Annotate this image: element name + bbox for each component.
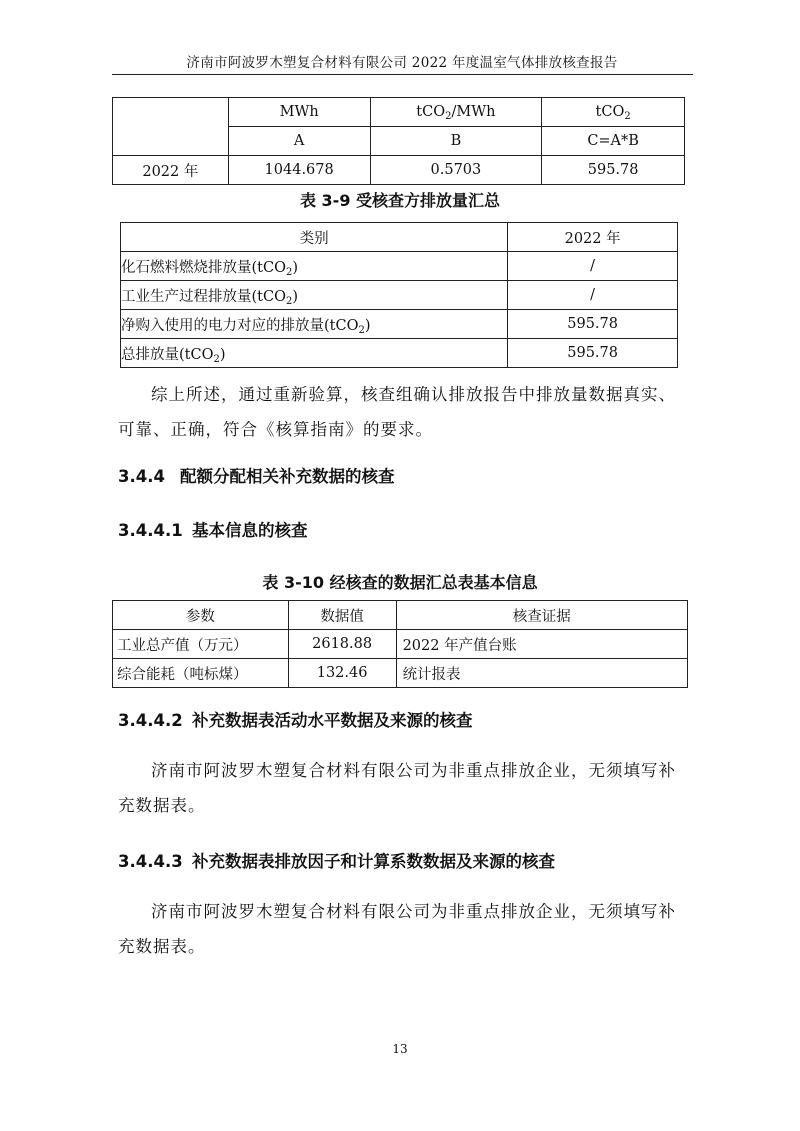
table-row [121,310,678,339]
value-cell: 2618.88 [288,630,396,659]
header-category: 类别 [121,223,508,252]
value-c: 595.78 [542,156,685,185]
electricity-emission-table [112,97,685,185]
row-value: 595.78 [508,339,678,368]
param-cell: 工业总产值（万元） [113,630,289,659]
section-title: 补充数据表活动水平数据及来源的核查 [192,711,473,730]
section-title: 补充数据表排放因子和计算系数数据及来源的核查 [192,852,555,871]
symbol-c: C=A*B [542,127,685,156]
section-number: 3.4.4.2 [118,711,183,730]
value-cell: 132.46 [288,659,396,688]
section-number: 3.4.4.1 [118,521,183,540]
section-3-4-4-3-heading [118,848,555,872]
paragraph-3-4-4-3: 济南市阿波罗木塑复合材料有限公司为非重点排放企业，无须填写补充数据表。 [118,902,676,956]
header-year: 2022 年 [508,223,678,252]
unit-c: tCO$_2$ [542,98,685,127]
table-3-9-caption: 表 3-9 受核查方排放量汇总 [299,191,501,210]
summary-paragraph: 综上所述，通过重新验算，核查组确认排放报告中排放量数据真实、可靠、正确，符合《核算指南》的要求。 [118,385,676,439]
unit-a: MWh [228,98,370,127]
value-a: 1044.678 [228,156,370,185]
table-3-9 [120,222,678,368]
section-number: 3.4.4.3 [118,852,183,871]
row-label: 工业生产过程排放量(tCO$_2$) [121,281,508,310]
param-cell: 综合能耗（吨标煤） [113,659,289,688]
evidence-cell: 统计报表 [396,659,687,688]
table-3-10-caption: 表 3-10 经核查的数据汇总表基本信息 [262,573,538,592]
section-3-4-4-heading [118,463,395,487]
table-row [113,630,688,659]
row-label: 总排放量(tCO$_2$) [121,339,508,368]
empty-header-cell [113,98,229,156]
table-row [121,252,678,281]
row-value: 595.78 [508,310,678,339]
table-3-10 [112,600,688,688]
header-rule [112,74,693,75]
symbol-b: B [370,127,542,156]
section-title: 配额分配相关补充数据的核查 [180,467,395,486]
page-header: 济南市阿波罗木塑复合材料有限公司 2022 年度温室气体排放核查报告 [186,55,618,71]
row-label: 化石燃料燃烧排放量(tCO$_2$) [121,252,508,281]
row-label: 净购入使用的电力对应的排放量(tCO$_2$) [121,310,508,339]
header-param: 参数 [113,601,289,630]
table-row [121,339,678,368]
value-b: 0.5703 [370,156,542,185]
header-evidence: 核查证据 [396,601,687,630]
unit-b: tCO$_2$/MWh [370,98,542,127]
section-3-4-4-2-heading [118,707,473,731]
row-value: / [508,252,678,281]
section-3-4-4-1-heading [118,517,308,541]
section-number: 3.4.4 [118,467,165,486]
evidence-cell: 2022 年产值台账 [396,630,687,659]
year-cell: 2022 年 [113,156,229,185]
table-row [121,281,678,310]
header-value: 数据值 [288,601,396,630]
table-row [113,659,688,688]
symbol-a: A [228,127,370,156]
paragraph-3-4-4-2: 济南市阿波罗木塑复合材料有限公司为非重点排放企业，无须填写补充数据表。 [118,761,676,815]
row-value: / [508,281,678,310]
page-number: 13 [392,1042,408,1056]
section-title: 基本信息的核查 [192,521,308,540]
